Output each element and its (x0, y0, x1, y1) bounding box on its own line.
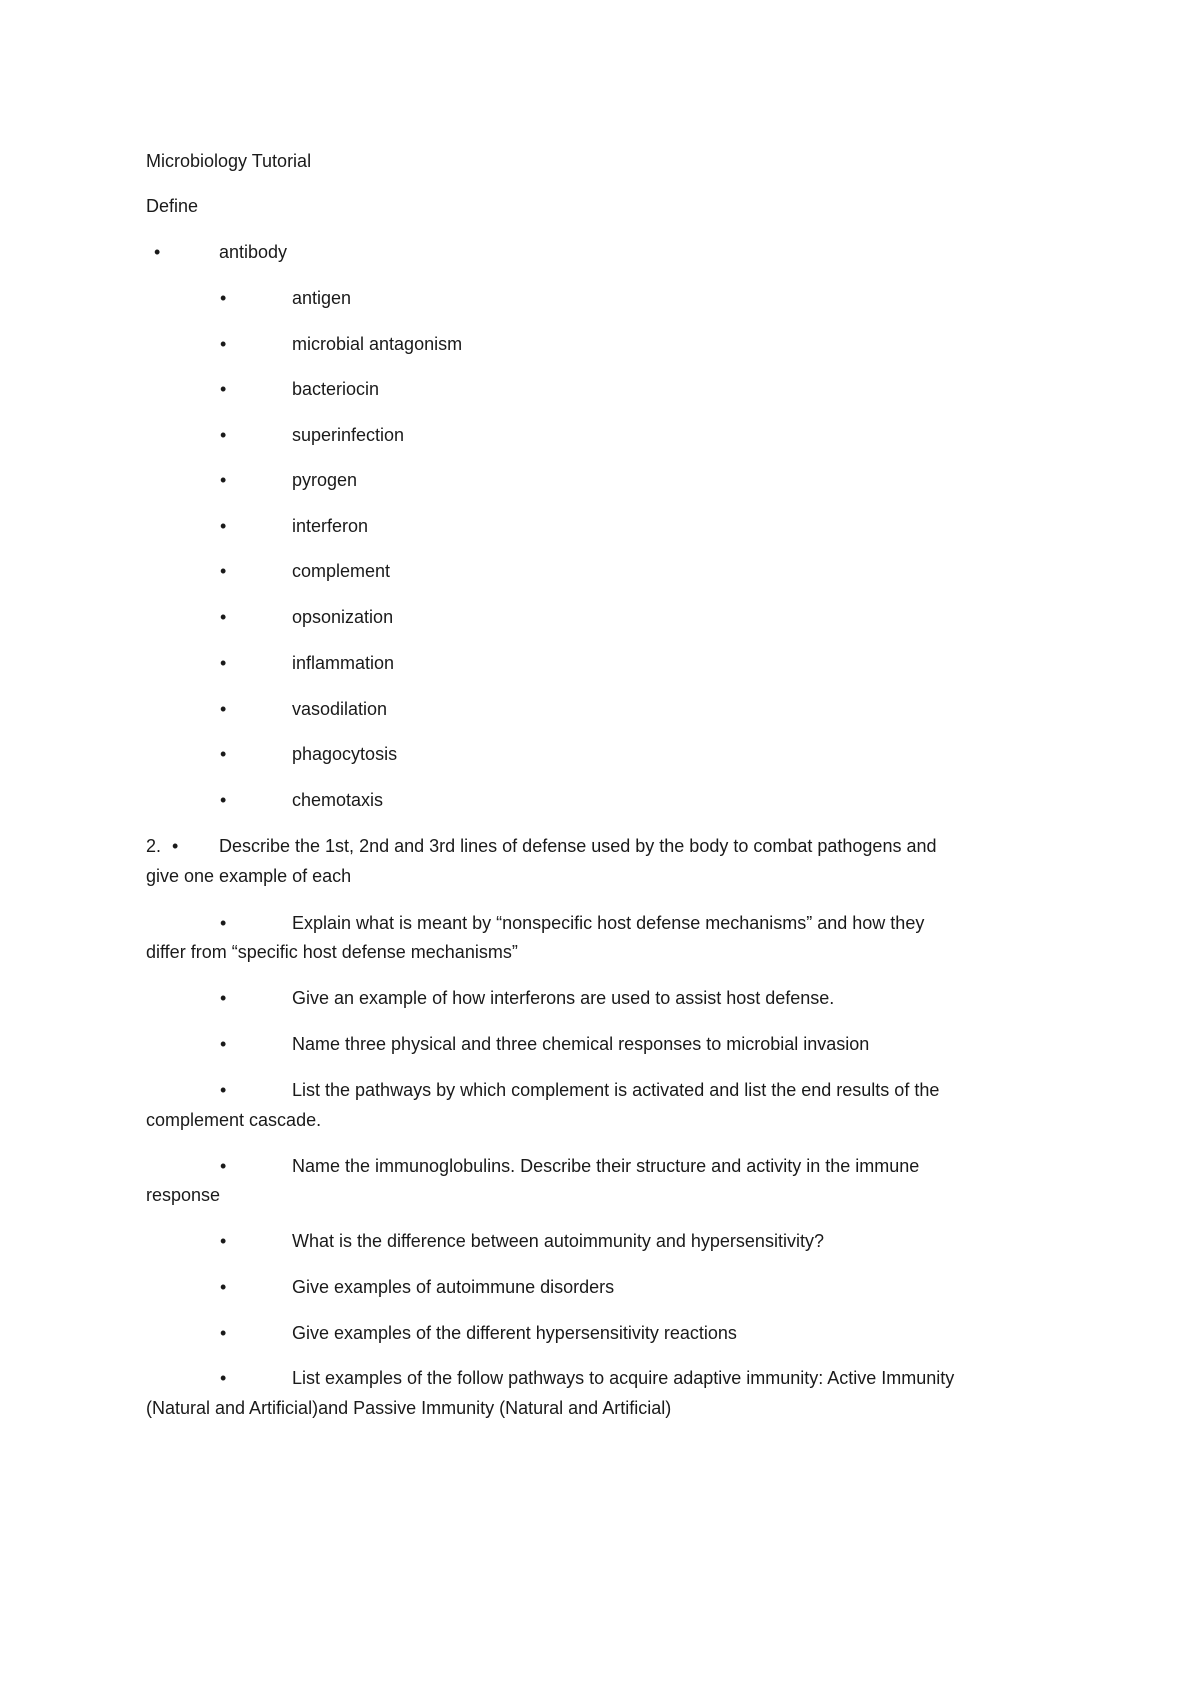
define-heading: Define (146, 196, 199, 216)
question-text-continuation: differ from “specific host defense mechanisms” (146, 942, 518, 962)
question-text: Explain what is meant by “nonspecific host defense mechanisms” and how they (292, 913, 925, 933)
bullet-icon: • (220, 699, 227, 719)
question-number: 2. (146, 836, 162, 856)
bullet-icon: • (220, 913, 227, 933)
question-text: What is the difference between autoimmunity and hypersensitivity? (292, 1231, 824, 1251)
bullet-icon: • (220, 790, 227, 810)
bullet-icon: • (220, 470, 227, 490)
define-item: inflammation (292, 653, 395, 673)
define-item: complement (292, 561, 391, 581)
bullet-icon: • (220, 1156, 227, 1176)
define-item: superinfection (292, 425, 405, 445)
bullet-icon: • (220, 1368, 227, 1388)
question-text-continuation: response (146, 1185, 221, 1205)
question-text: Describe the 1st, 2nd and 3rd lines of defense used by the body to combat pathogens and (219, 836, 937, 856)
define-item: pyrogen (292, 470, 358, 490)
question-text-continuation: (Natural and Artificial)and Passive Immunity (Natural and Artificial) (146, 1398, 672, 1418)
bullet-icon: • (220, 607, 227, 627)
document-title: Microbiology Tutorial (146, 151, 312, 171)
bullet-icon: • (220, 988, 227, 1008)
bullet-icon: • (220, 1034, 227, 1054)
define-item: phagocytosis (292, 744, 398, 764)
define-item: chemotaxis (292, 790, 384, 810)
bullet-icon: • (154, 242, 161, 262)
question-text: Give examples of the different hypersensitivity reactions (292, 1323, 737, 1343)
bullet-icon: • (220, 561, 227, 581)
define-item: vasodilation (292, 699, 388, 719)
bullet-icon: • (220, 1231, 227, 1251)
question-text: List the pathways by which complement is activated and list the end results of the (292, 1080, 940, 1100)
define-item: microbial antagonism (292, 334, 463, 354)
bullet-icon: • (220, 1323, 227, 1343)
define-item: opsonization (292, 607, 394, 627)
bullet-icon: • (220, 744, 227, 764)
question-text: Give examples of autoimmune disorders (292, 1277, 615, 1297)
bullet-icon: • (220, 425, 227, 445)
question-text-continuation: give one example of each (146, 866, 352, 886)
question-text-continuation: complement cascade. (146, 1110, 322, 1130)
bullet-icon: • (220, 1080, 227, 1100)
define-item: antibody (219, 242, 288, 262)
bullet-icon: • (220, 379, 227, 399)
question-text: Give an example of how interferons are used to assist host defense. (292, 988, 835, 1008)
bullet-icon: • (220, 1277, 227, 1297)
bullet-icon: • (220, 288, 227, 308)
define-item: bacteriocin (292, 379, 380, 399)
question-text: List examples of the follow pathways to acquire adaptive immunity: Active Immunity (292, 1368, 955, 1388)
bullet-icon: • (172, 836, 179, 856)
define-item: antigen (292, 288, 352, 308)
question-text: Name three physical and three chemical responses to microbial invasion (292, 1034, 870, 1054)
question-text: Name the immunoglobulins. Describe their structure and activity in the immune (292, 1156, 920, 1176)
bullet-icon: • (220, 516, 227, 536)
bullet-icon: • (220, 653, 227, 673)
define-item: interferon (292, 516, 369, 536)
bullet-icon: • (220, 334, 227, 354)
